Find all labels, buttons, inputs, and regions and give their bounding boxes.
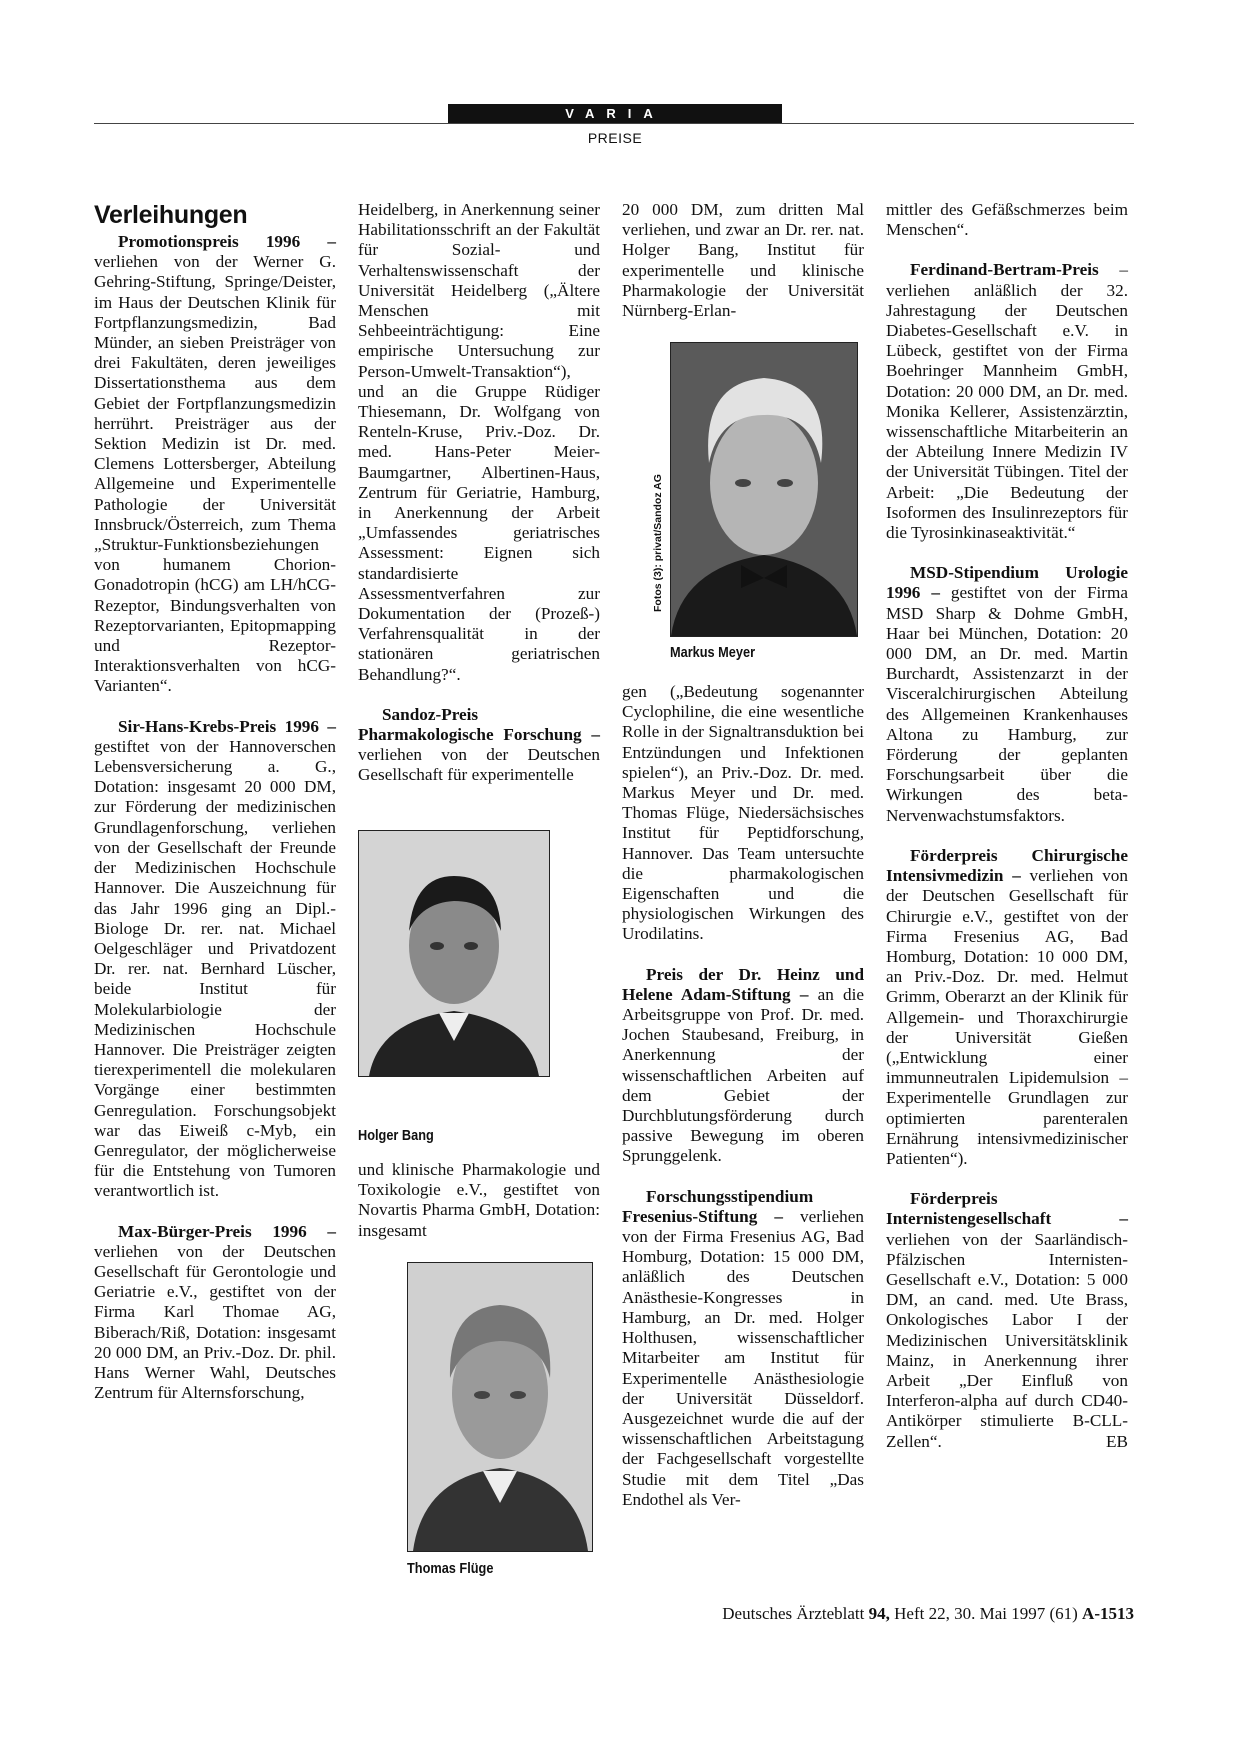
subsection-label: PREISE [587, 130, 643, 146]
column-2-bottom [358, 1160, 600, 1241]
award-text: gestiftet von der Firma MSD Sharp & Dohme GmbH, Haar bei München, Dotation: 20 000 DM, an Dr. med. Martin Burchardt, Assistenzarzt in der Visceralchirurgischen Abteilung des Allgemeinen Krankenhauses Altona zu Hamburg, zur Förderung der geplanten Forschungsarbeit über die Wirkungen des beta-Nervenwachstumsfaktors. [886, 583, 1128, 825]
journal-volume: 94, [868, 1604, 890, 1623]
continued-text: 20 000 DM, zum dritten Mal verliehen, und zwar an Dr. rer. nat. Holger Bang, Institut für experimentelle und klinische Pharmakologie der Universität Nürnberg-Erlan- [622, 200, 864, 321]
caption-holger-bang: Holger Bang [358, 1127, 434, 1144]
caption-thomas-fluege: Thomas Flüge [407, 1560, 494, 1577]
section-banner: VARIA [448, 104, 782, 123]
continued-text: gen („Bedeutung sogenannter Cyclophiline, die eine wesentliche Rolle in der Signaltransduktion bei Entzündungen und Infektionen spielen“), an Priv.-Doz. Dr. med. Markus Meyer und Dr. med. Thomas Flüge, Niedersächsisches Institut für Peptidforschung, Hannover. Das Team untersuchte die pharmakologischen Eigenschaften und die physiologischen Wirkungen des Urodilatins. [622, 682, 864, 944]
photo-markus-meyer [670, 342, 858, 637]
award-chirurgie [886, 846, 1128, 1169]
continued-text: Heidelberg, in Anerkennung seiner Habilitationsschrift an der Fakultät für Sozial- und Verhaltenswissenschaft der Universität Heidelberg („Ältere Menschen mit Sehbeeinträchtigung: Eine empirische Untersuchung zur Person-Umwelt-Transaktion“), und an die Gruppe Rüdiger Thiesemann, Dr. Wolfgang von Renteln-Kruse, Priv.-Doz. Dr. med. Hans-Peter Meier-Baumgartner, Albertinen-Haus, Zentrum für Geriatrie, Hamburg, in Anerkennung der Arbeit „Umfassendes geriatrisches Assessment: Eignen sich standardisierte Assessmentverfahren zur Dokumentation der (Prozeß-) Verfahrensqualität in der stationären geriatrischen Behandlung?“. [358, 200, 600, 684]
photo-holger-bang [358, 830, 550, 1077]
column-3 [622, 200, 864, 321]
award-title: Preis der Dr. Heinz und Helene Adam-Stiftung – [622, 964, 864, 1004]
award-text: verliehen von der Deutschen Gesellschaft für experimentelle [358, 745, 600, 785]
award-text: verliehen von der Werner G. Gehring-Stiftung, Springe/Deister, im Haus der Deutschen Klinik für Fortpflanzungsmedizin, Bad Münder, an sieben Preisträger von drei Fakultäten, deren jeweiliges Dissertationsthema aus dem Gebiet der Fortpflanzungsmedizin herrührt. Preisträger aus der Sektion Medizin ist Dr. med. Clemens Lottersberger, Abteilung Allgemeine und Experimentelle Pathologie der Universität Innsbruck/Österreich, zum Thema „Struktur-Funktionsbeziehungen von humanem Chorion-Gonadotropin (hCG) am LH/hCG-Rezeptor, Bindungsverhalten von Rezeptorvarianten, Epitopmapping und Rezeptor-Interaktionsverhalten von hCG-Varianten“. [94, 252, 336, 696]
continued-text: mittler des Gefäßschmerzes beim Menschen“. [886, 200, 1128, 240]
award-sandoz [358, 705, 600, 786]
award-title: Promotionspreis 1996 – [118, 232, 336, 251]
page-heading: Verleihungen [94, 201, 248, 229]
header-rule [94, 123, 1134, 124]
award-text: verliehen von der Saarländisch-Pfälzischen Internisten-Gesellschaft e.V., Dotation: 5 000 DM, an cand. med. Ute Brass, Onkologisches Labor I der Medizinischen Universitätsklinik Mainz, in Anerkennung ihrer Arbeit „Der Einfluß von Interferon-alpha auf durch CD40-Antikörper stimulierte B-CLL-Zellen“. [886, 1229, 1128, 1451]
award-msd [886, 563, 1128, 826]
award-title: Max-Bürger-Preis 1996 – [118, 1221, 336, 1241]
photo-credit: Fotos (3): privat/Sandoz AG [652, 474, 664, 612]
award-max-buerger [94, 1222, 336, 1404]
award-title: Sir-Hans-Krebs-Preis 1996 – [118, 716, 336, 736]
award-text: verliehen von der Firma Fresenius AG, Bad Homburg, Dotation: 15 000 DM, anläßlich des Deutschen Anästhesie-Kongresses in Hamburg, an Dr. med. Holger Holthusen, wissenschaftlicher Mitarbeiter am Institut für Experimentelle Anästhesiologie der Universität Düsseldorf. Ausgezeichnet wurde die auf der wissenschaftlichen Arbeitstagung der Fachgesellschaft vorgestellte Studie mit dem Titel „Das Endothel als Ver- [622, 1206, 864, 1509]
award-title: Forschungsstipendium Fresenius-Stiftung – [622, 1186, 814, 1226]
page-footer [722, 1604, 1134, 1624]
column-4 [886, 200, 1128, 1452]
author-signature: EB [1106, 1431, 1128, 1451]
award-text: – verliehen anläßlich der 32. Jahrestagung der Deutschen Diabetes-Gesellschaft e.V. in Lübeck, gestiftet von der Firma Boehringer Mannheim GmbH, Dotation: 20 000 DM, an Dr. med. Monika Kellerer, Assistenzärztin, wissenschaftliche Mitarbeiterin an der Abteilung Innere Medizin IV der Universität Tübingen. Titel der Arbeit: „Die Bedeutung der Isoformen des Insulinrezeptors für die Tyrosinkinaseaktivität.“ [886, 260, 1128, 543]
award-adam-stiftung [622, 965, 864, 1167]
page-number: A-1513 [1082, 1604, 1134, 1623]
award-text: an die Arbeitsgruppe von Prof. Dr. med. Jochen Staubesand, Freiburg, in Anerkennung der wissenschaftlichen Arbeiten auf dem Gebiet der Durchblutungsförderung durch passive Bewegung im oberen Sprunggelenk. [622, 984, 864, 1166]
column-1 [94, 200, 336, 1403]
award-title: Ferdinand-Bertram-Preis [910, 260, 1099, 280]
award-internisten [886, 1189, 1128, 1452]
column-3-bottom [622, 682, 864, 1510]
award-sir-hans-krebs [94, 717, 336, 1202]
award-text: verliehen von der Deutschen Gesellschaft für Chirurgie e.V., gestiftet von der Firma Fresenius AG, Bad Homburg, Dotation: 10 000 DM, an Priv.-Doz. Dr. med. Helmut Grimm, Oberarzt an der Klinik für Allgemein- und Thoraxchirurgie der Universität Gießen („Entwicklung einer immunneutralen Lipidemulsion – Experimentelle Grundlagen zur optimierten parenteralen Ernährung intensivmedizinischer Patienten“). [886, 866, 1128, 1168]
award-title: Förderpreis Internistengesellschaft – [886, 1189, 1128, 1229]
journal-name: Deutsches Ärzteblatt [722, 1604, 869, 1623]
award-title: MSD-Stipendium Urologie 1996 – [886, 563, 1128, 603]
award-text: gestiftet von der Hannoverschen Lebensversicherung a. G., Dotation: insgesamt 20 000 DM, zur Förderung der medizinischen Grundlagenforschung, verliehen von der Gesellschaft der Freunde der Medizinischen Hochschule Hannover. Die Auszeichnung für das Jahr 1996 ging an Dipl.-Biologe Dr. rer. nat. Michael Oelgeschläger und Privatdozent Dr. rer. nat. Bernhard Lüscher, beide Institut für Molekularbiologie der Medizinischen Hochschule Hannover. Die Preisträger zeigten tierexperimentell die molekularen Vorgänge einer bestimmten Genregulation. Forschungsobjekt war das Eiweiß c-Myb, ein Genregulator, der möglicherweise für die Entstehung von Tumoren verantwortlich ist. [94, 736, 336, 1201]
journal-issue: Heft 22, 30. Mai 1997 (61) [889, 1604, 1083, 1623]
award-promotionspreis [94, 232, 336, 697]
caption-markus-meyer: Markus Meyer [670, 644, 756, 661]
award-fresenius [622, 1187, 864, 1510]
photo-thomas-fluege [407, 1262, 593, 1552]
award-title: Förderpreis Chirurgische Intensivmedizin – [886, 845, 1128, 886]
award-title: Sandoz-Preis Pharmakologische Forschung – [358, 704, 600, 745]
column-2 [358, 200, 600, 786]
award-ferdinand-bertram [886, 260, 1128, 543]
continued-text: und klinische Pharmakologie und Toxikologie e.V., gestiftet von Novartis Pharma GmbH, Dotation: insgesamt [358, 1160, 600, 1240]
award-text: verliehen von der Deutschen Gesellschaft für Gerontologie und Geriatrie e.V., gestiftet von der Firma Karl Thomae AG, Biberach/Riß, Dotation: insgesamt 20 000 DM, an Priv.-Doz. Dr. phil. Hans Werner Wahl, Deutsches Zentrum für Alternsforschung, [94, 1241, 336, 1403]
